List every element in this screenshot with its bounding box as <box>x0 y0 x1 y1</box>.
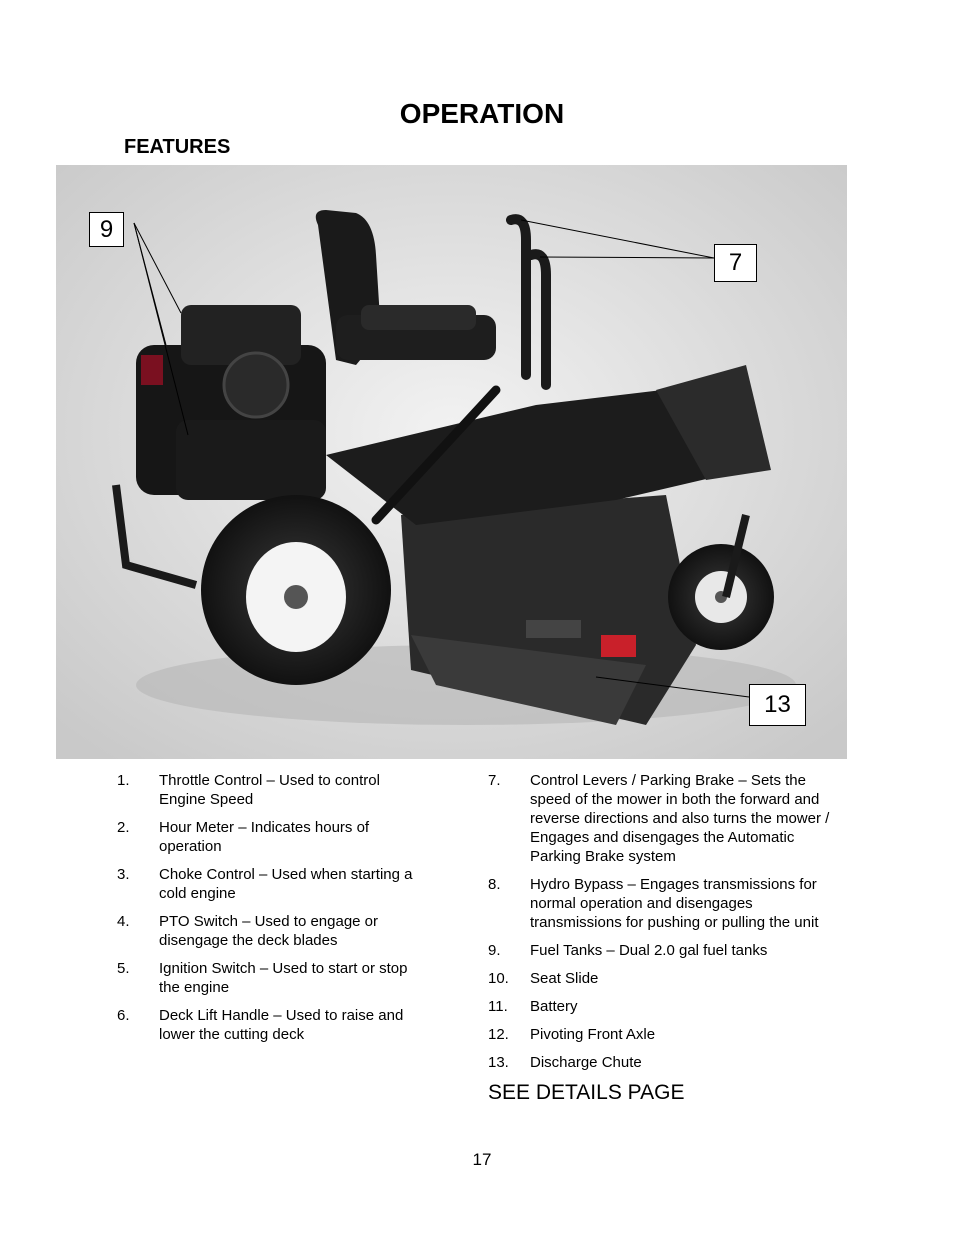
callout-13: 13 <box>749 684 806 726</box>
list-item: 12. Pivoting Front Axle <box>488 1026 656 1043</box>
see-details-note: SEE DETAILS PAGE <box>488 1081 685 1104</box>
list-item: 2. Hour Meter – Indicates hours of operation <box>117 819 370 855</box>
list-item: 9. Fuel Tanks – Dual 2.0 gal fuel tanks <box>488 942 768 959</box>
features-list-left <box>117 771 427 1053</box>
list-item: 7. Control Levers / Parking Brake – Sets the speed of the mower in both the forward and reverse directions and also turns the mower / Engages and disengages the Automatic Parking Brake system <box>488 772 830 865</box>
callout-9: 9 <box>89 212 124 247</box>
page-number: 17 <box>472 1150 492 1169</box>
list-item: 8. Hydro Bypass – Engages transmissions for normal operation and disengages transmissions for pushing or pulling the unit <box>488 876 819 931</box>
list-item: 1. Throttle Control – Used to control Engine Speed <box>117 772 380 808</box>
features-list-right <box>488 771 848 1081</box>
list-item: 13. Discharge Chute <box>488 1054 642 1071</box>
list-item: 3. Choke Control – Used when starting a cold engine <box>117 866 413 902</box>
list-item: 6. Deck Lift Handle – Used to raise and lower the cutting deck <box>117 1007 404 1043</box>
list-item: 5. Ignition Switch – Used to start or stop the engine <box>117 960 408 996</box>
list-item: 10. Seat Slide <box>488 970 599 987</box>
section-heading: FEATURES <box>124 136 231 158</box>
page-title: OPERATION <box>399 98 565 129</box>
list-item: 4. PTO Switch – Used to engage or disengage the deck blades <box>117 913 379 949</box>
list-item: 11. Battery <box>488 998 578 1015</box>
callout-7: 7 <box>714 244 757 282</box>
